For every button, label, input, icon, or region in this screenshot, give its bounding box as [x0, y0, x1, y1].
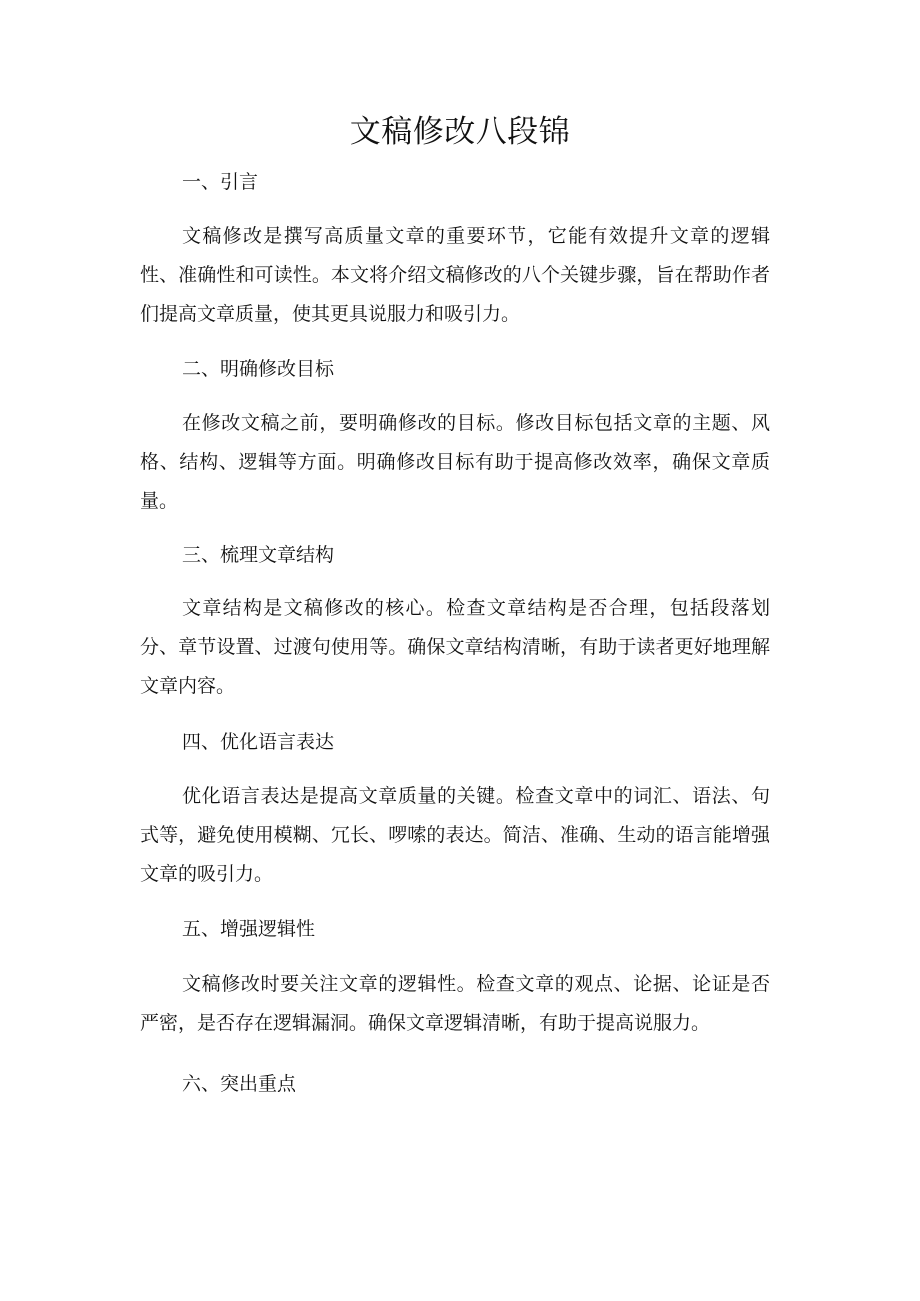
section-paragraph-revision-goals: 在修改文稿之前，要明确修改的目标。修改目标包括文章的主题、风格、结构、逻辑等方面。明确修改目标有助于提高修改效率，确保文章质量。: [140, 412, 770, 512]
section-heading-introduction: 一、引言: [182, 171, 259, 193]
section-heading-key-points: 六、突出重点: [182, 1073, 297, 1095]
section-heading-revision-goals: 二、明确修改目标: [182, 358, 335, 380]
section-paragraph-logic: 文稿修改时要关注文章的逻辑性。检查文章的观点、论据、论证是否严密，是否存在逻辑漏洞。确保文章逻辑清晰，有助于提高说服力。: [140, 973, 770, 1034]
section-paragraph-language-expression: 优化语言表达是提高文章质量的关键。检查文章中的词汇、语法、句式等，避免使用模糊、冗长、啰嗦的表达。简洁、准确、生动的语言能增强文章的吸引力。: [140, 785, 770, 885]
section-paragraph-introduction: 文稿修改是撰写高质量文章的重要环节，它能有效提升文章的逻辑性、准确性和可读性。本文将介绍文稿修改的八个关键步骤，旨在帮助作者们提高文章质量，使其更具说服力和吸引力。: [140, 225, 770, 325]
section-paragraph-article-structure: 文章结构是文稿修改的核心。检查文章结构是否合理，包括段落划分、章节设置、过渡句使用等。确保文章结构清晰，有助于读者更好地理解文章内容。: [140, 597, 770, 697]
section-heading-logic: 五、增强逻辑性: [182, 918, 316, 940]
document-title: 文稿修改八段锦: [349, 114, 571, 150]
section-heading-language-expression: 四、优化语言表达: [182, 731, 335, 753]
section-heading-article-structure: 三、梳理文章结构: [182, 544, 335, 566]
